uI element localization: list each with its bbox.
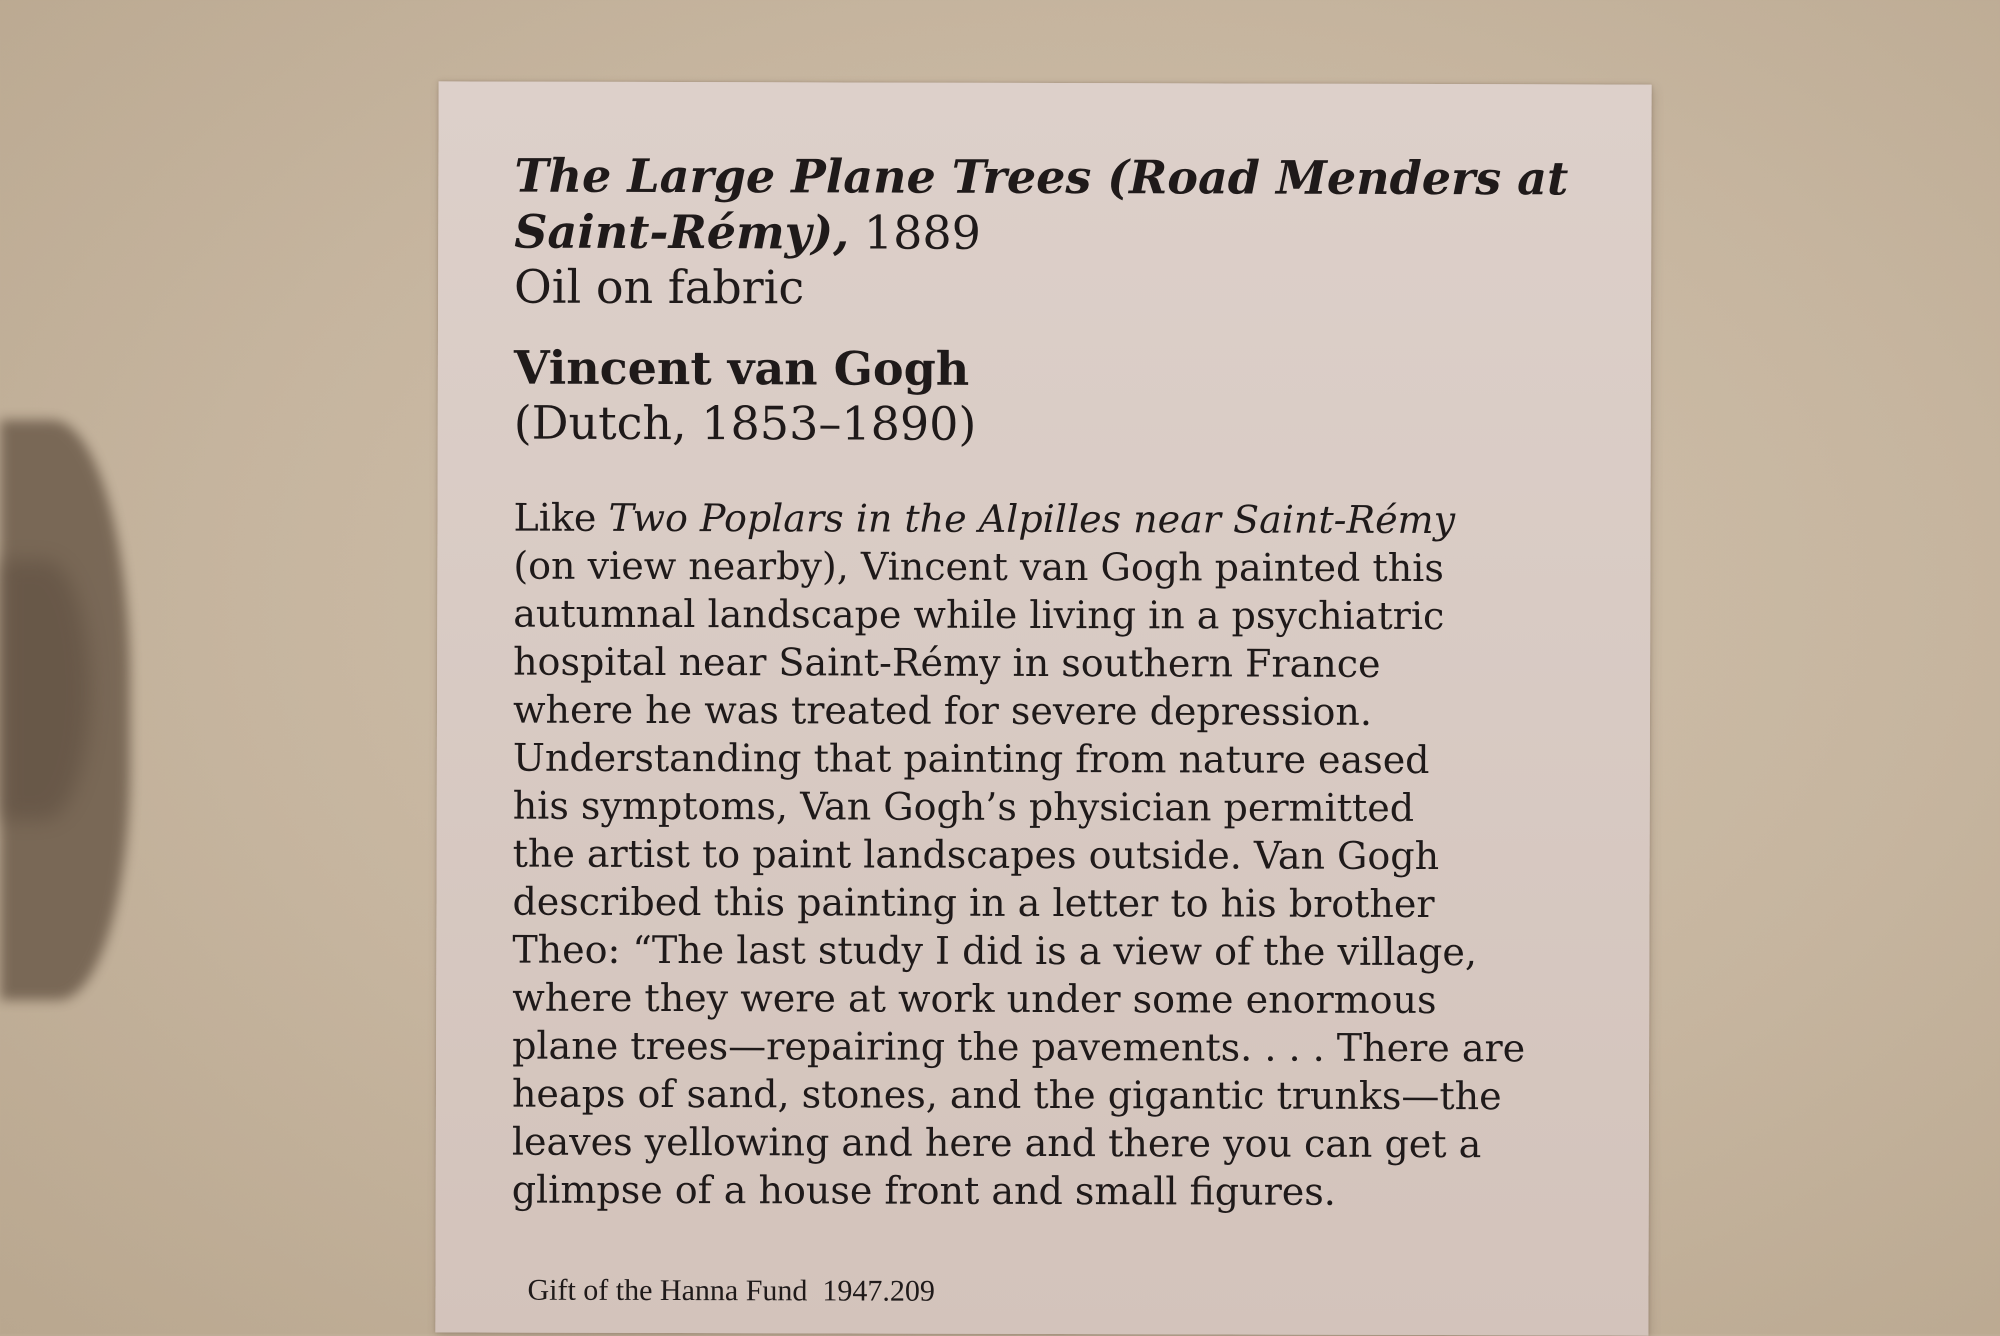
- artwork-medium: Oil on fabric: [514, 259, 805, 315]
- label-content: [512, 148, 1595, 1217]
- artwork-title-line-1: [514, 148, 1594, 207]
- description-line: plane trees—repairing the pavements. . . . There are: [512, 1023, 1526, 1071]
- credit-line: Gift of the Hanna Fund 1947.209: [527, 1273, 935, 1308]
- description-line: Theo: “The last study I did is a view of the village,: [512, 927, 1478, 975]
- artist-block: [514, 340, 1594, 453]
- wall-shadow-detail: [0, 560, 90, 820]
- description-line: leaves yellowing and here and there you can get a: [511, 1119, 1482, 1167]
- museum-wall-label: [435, 81, 1651, 1335]
- description-line: autumnal landscape while living in a psychiatric: [513, 591, 1445, 639]
- artist-nationality: (Dutch, 1853–1890): [513, 395, 977, 451]
- artwork-year: 1889: [863, 205, 981, 260]
- description-line: Understanding that painting from nature eased: [512, 735, 1430, 783]
- artwork-title-part-2: Saint-Rémy),: [514, 204, 850, 260]
- artwork-title-line-2: [514, 204, 1594, 263]
- artist-name: Vincent van Gogh: [513, 340, 970, 396]
- description-line: glimpse of a house front and small figures.: [511, 1167, 1336, 1214]
- artwork-title-block: [514, 148, 1594, 263]
- description-prefix: Like: [513, 495, 609, 540]
- description-line: heaps of sand, stones, and the gigantic trunks—the: [511, 1071, 1502, 1119]
- artwork-description: [512, 494, 1574, 1217]
- description-line: hospital near Saint-Rémy in southern France: [513, 639, 1381, 686]
- description-line: the artist to paint landscapes outside. Van Gogh: [512, 831, 1440, 879]
- description-line: his symptoms, Van Gogh’s physician permitted: [512, 783, 1415, 830]
- description-line: where he was treated for severe depression.: [512, 687, 1373, 734]
- description-line: (on view nearby), Vincent van Gogh painted this: [513, 543, 1444, 591]
- description-line: [513, 494, 1573, 545]
- description-line: described this painting in a letter to his brother: [512, 879, 1435, 927]
- artwork-title-part-1: The Large Plane Trees (Road Menders at: [514, 148, 1569, 206]
- description-line: where they were at work under some enormous: [512, 975, 1437, 1023]
- related-artwork-title: Two Poplars in the Alpilles near Saint-Rémy: [608, 495, 1456, 543]
